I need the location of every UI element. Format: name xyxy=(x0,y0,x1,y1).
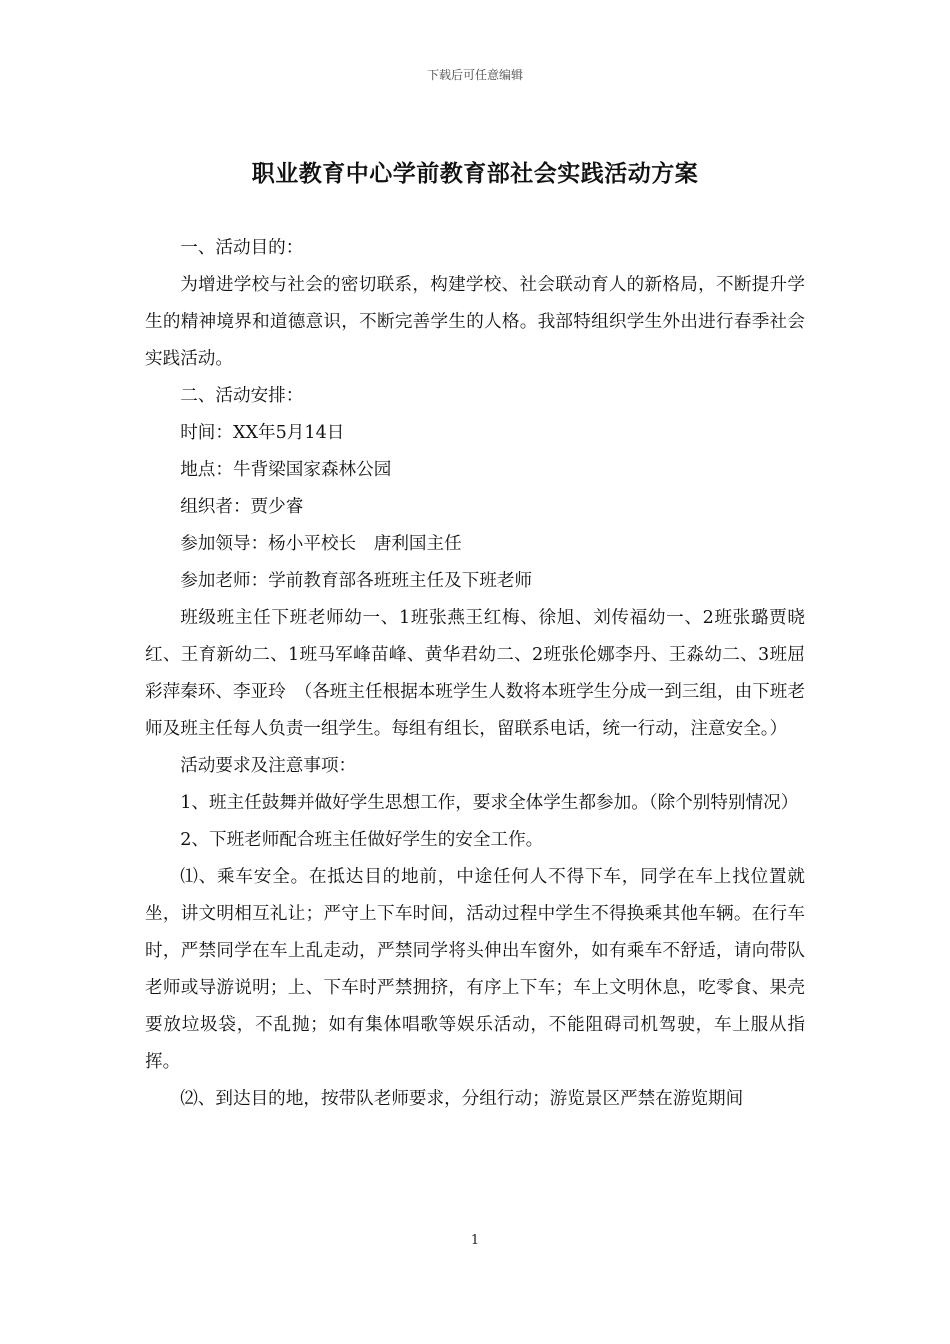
page-title: 职业教育中心学前教育部社会实践活动方案 xyxy=(251,161,699,187)
paragraph-requirement-1: 1、班主任鼓舞并做好学生思想工作，要求全体学生都参加。（除个别特别情况） xyxy=(180,793,799,813)
paragraph-requirement-2: 2、下班老师配合班主任做好学生的安全工作。 xyxy=(180,830,544,850)
section-heading-requirements: 活动要求及注意事项： xyxy=(180,756,357,776)
paragraph-location: 地点：牛背梁国家森林公园 xyxy=(180,460,392,480)
header-note: 下载后可任意编辑 xyxy=(426,68,523,82)
paragraph-vehicle-safety: ⑴、乘车安全。在抵达目的地前，中途任何人不得下车，同学在车上找位置就坐，讲文明相互礼让；严守上下车时间，活动过程中学生不得换乘其他车辆。在行车时，严禁同学在车上乱走动，严禁同学将头伸出车窗外，如有乘车不舒适，请向带队老师或导游说明；上、下车时严禁拥挤，有序上下车；车上文明休息，吃零食、果壳要放垃圾袋，不乱抛；如有集体唱歌等娱乐活动，不能阻碍司机驾驶，车上服从指挥。 xyxy=(145,867,805,1072)
paragraph-arrival: ⑵、到达目的地，按带队老师要求，分组行动；游览景区严禁在游览期间 xyxy=(180,1089,744,1109)
paragraph-organizer: 组织者：贾少睿 xyxy=(180,497,304,517)
document-body xyxy=(145,230,805,1118)
paragraph-leaders: 参加领导：杨小平校长 唐利国主任 xyxy=(180,534,462,554)
paragraph-time: 时间：XX年5月14日 xyxy=(180,423,345,443)
paragraph-teachers: 参加老师：学前教育部各班班主任及下班老师 xyxy=(180,571,533,591)
paragraph-purpose: 为增进学校与社会的密切联系，构建学校、社会联动育人的新格局，不断提升学生的精神境界和道德意识，不断完善学生的人格。我部特组织学生外出进行春季社会实践活动。 xyxy=(145,275,805,369)
paragraph-class-assignments: 班级班主任下班老师幼一、1班张燕王红梅、徐旭、刘传福幼一、2班张璐贾晓红、王育新幼二、1班马军峰苗峰、黄华君幼二、2班张伦娜李丹、王淼幼二、3班屈彩萍秦环、李亚玲 （各班主任根据本班学生人数将本班学生分成一到三组，由下班老师及班主任每人负责一组学生。每组有组长，留联系电话，统一行动，注意安全。） xyxy=(145,608,805,739)
section-heading-purpose: 一、活动目的： xyxy=(180,238,304,258)
page-number: 1 xyxy=(470,1233,480,1248)
section-heading-arrangement: 二、活动安排： xyxy=(180,386,304,406)
